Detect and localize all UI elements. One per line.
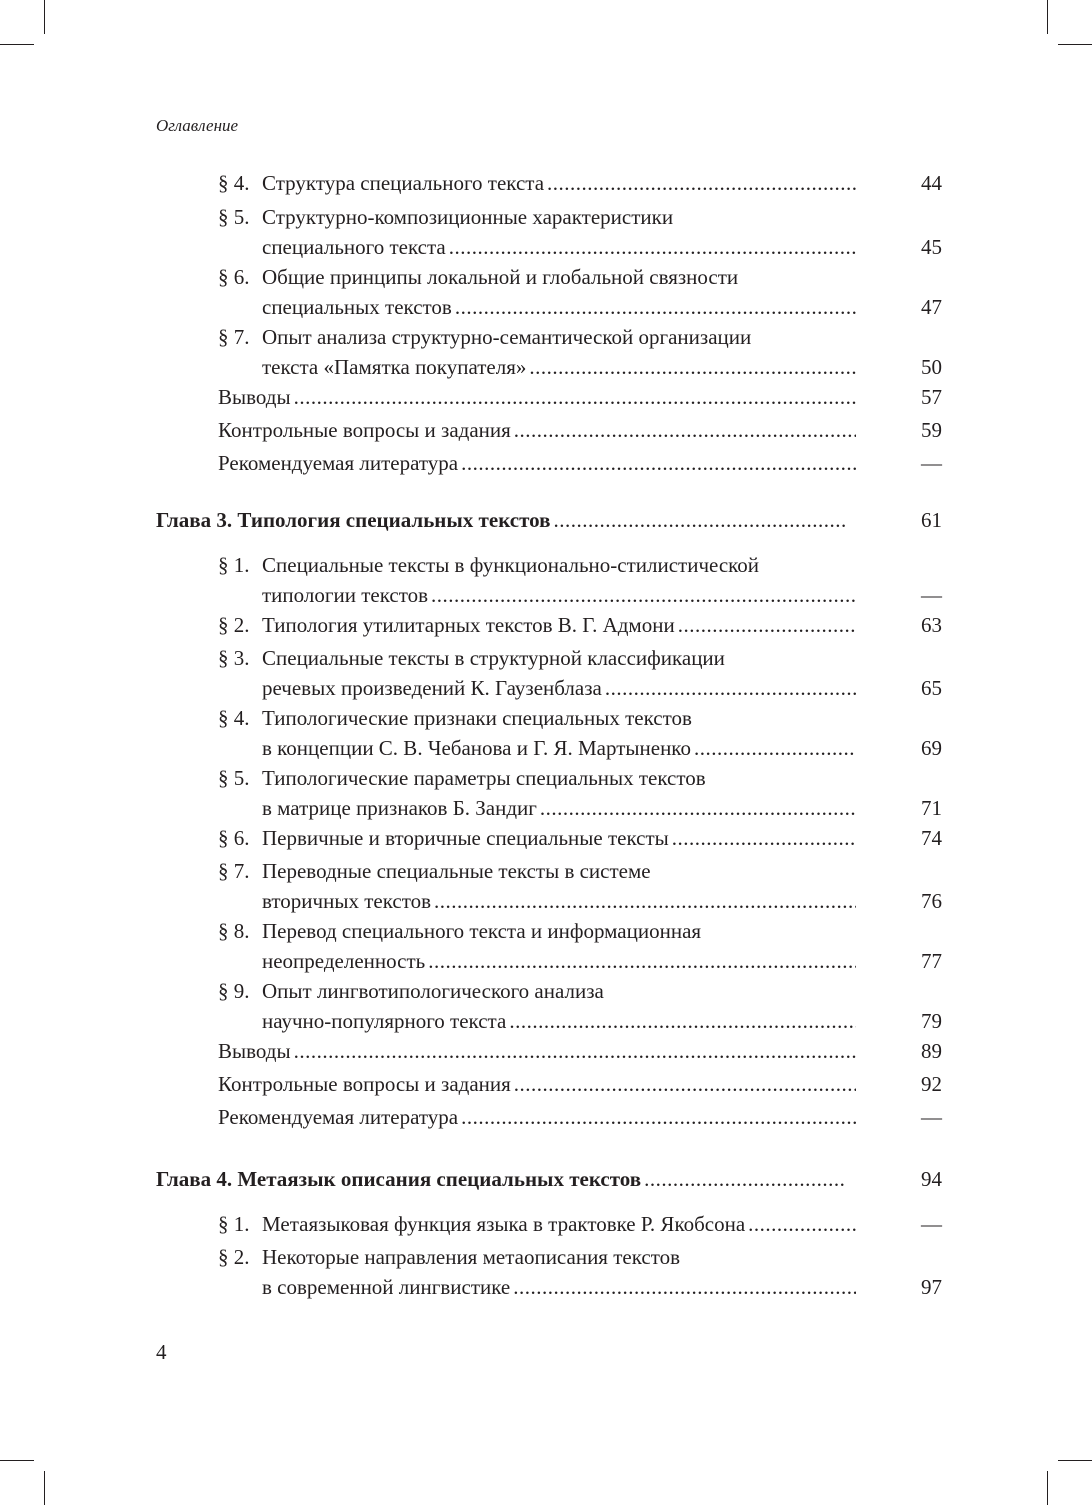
dot-leader [455,292,856,322]
entry-title: Типологические параметры специальных текстов [262,766,706,790]
entry-title: Рекомендуемая литература [218,1105,459,1129]
toc-entry [218,1069,942,1099]
section-number: § 4. [218,706,250,730]
toc-section-entry [218,916,942,976]
dot-leader [547,168,856,198]
entry-title: Метаязыковая функция языка в трактовке Р. Якобсона [262,1212,746,1236]
toc-section-entry [218,322,942,382]
dot-leader [694,733,856,763]
page-ref: 45 [921,235,942,259]
section-number: § 5. [218,205,250,229]
entry-title: специального текста [262,235,446,259]
section-number: § 9. [218,979,250,1003]
entry-title: Контрольные вопросы и задания [218,418,511,442]
entry-title: Типологические признаки специальных текстов [262,706,692,730]
toc-section-entry [218,823,942,853]
entry-title: научно-популярного текста [262,1009,507,1033]
running-header: Оглавление [156,116,239,135]
toc-section-entry [218,262,942,322]
dot-leader [294,1036,856,1066]
page-number: 4 [156,1340,167,1364]
page-ref: 71 [921,796,942,820]
dot-leader [428,946,856,976]
entry-title: Выводы [218,1039,291,1063]
toc-section-entry [218,856,942,916]
page-ref: — [921,583,942,607]
toc-chapter-entry [156,1164,942,1194]
dot-leader [514,415,856,445]
page-ref: 69 [921,736,942,760]
entry-title: Опыт лингвотипологического анализа [262,979,604,1003]
entry-title: в концепции С. В. Чебанова и Г. Я. Мартыненко [262,736,691,760]
dot-leader [748,1209,856,1239]
page-ref: 57 [921,385,942,409]
page-ref: 97 [921,1275,942,1299]
entry-title: Контрольные вопросы и задания [218,1072,511,1096]
section-number: § 6. [218,265,250,289]
entry-title: в матрице признаков Б. Зандиг [262,796,537,820]
entry-title: специальных текстов [262,295,452,319]
toc-entry [218,1102,942,1132]
dot-leader [644,1164,846,1194]
dot-leader [672,823,856,853]
entry-title: Типология утилитарных текстов В. Г. Адмони [262,613,675,637]
entry-title: речевых произведений К. Гаузенблаза [262,676,602,700]
page-ref: 76 [921,889,942,913]
section-number: § 1. [218,553,250,577]
dot-leader [461,448,856,478]
toc-section-entry [218,703,942,763]
dot-leader [294,382,856,412]
entry-title: Некоторые направления метаописания текстов [262,1245,681,1269]
entry-title: текста «Памятка покупателя» [262,355,527,379]
section-number: § 2. [218,613,250,637]
entry-title: Выводы [218,385,291,409]
toc-entry [218,415,942,445]
dot-leader [509,1006,856,1036]
section-number: § 7. [218,325,250,349]
toc-section-entry [218,202,942,262]
dot-leader [553,505,846,535]
dot-leader [529,352,856,382]
section-number: § 1. [218,1212,250,1236]
page-ref: 50 [921,355,942,379]
toc-section-entry [218,976,942,1036]
entry-title: в современной лингвистике [262,1275,511,1299]
entry-title: Опыт анализа структурно-семантической организации [262,325,752,349]
page-ref: 79 [921,1009,942,1033]
toc-section-entry [218,763,942,823]
section-number: § 5. [218,766,250,790]
page-ref: 59 [921,418,942,442]
page-ref: 47 [921,295,942,319]
section-number: § 6. [218,826,250,850]
page-ref: 44 [921,171,942,195]
dot-leader [513,1272,856,1302]
dot-leader [514,1069,856,1099]
section-number: § 3. [218,646,250,670]
entry-title: Переводные специальные тексты в системе [262,859,651,883]
dot-leader [431,580,856,610]
page-ref: 89 [921,1039,942,1063]
section-number: § 2. [218,1245,250,1269]
entry-title: Общие принципы локальной и глобальной связности [262,265,739,289]
toc-section-entry [218,610,942,640]
toc-section-entry [218,1242,942,1302]
page-ref: 77 [921,949,942,973]
toc-section-entry [218,168,942,198]
page-ref: 61 [921,508,942,532]
toc-entry [218,448,942,478]
page-ref: — [921,451,942,475]
entry-title: вторичных текстов [262,889,432,913]
page-ref: — [921,1105,942,1129]
entry-title: Специальные тексты в функционально-стилистической [262,553,760,577]
page-ref: 65 [921,676,942,700]
toc-section-entry [218,643,942,703]
entry-title: Перевод специального текста и информационная [262,919,702,943]
entry-title: неопределенность [262,949,426,973]
toc-section-entry [218,550,942,610]
dot-leader [461,1102,856,1132]
dot-leader [678,610,856,640]
dot-leader [434,886,856,916]
entry-title: Первичные и вторичные специальные тексты [262,826,669,850]
entry-title: Глава 3. Типология специальных текстов [156,508,551,532]
page-ref: 94 [921,1167,942,1191]
page-ref: — [921,1212,942,1236]
page-ref: 92 [921,1072,942,1096]
section-number: § 4. [218,171,250,195]
section-number: § 8. [218,919,250,943]
entry-title: Глава 4. Метаязык описания специальных текстов [156,1167,642,1191]
entry-title: Специальные тексты в структурной классификации [262,646,725,670]
dot-leader [540,793,856,823]
dot-leader [449,232,856,262]
toc-section-entry [218,1209,942,1239]
toc-entry [218,382,942,412]
entry-title: типологии текстов [262,583,429,607]
toc-entry [218,1036,942,1066]
page-ref: 63 [921,613,942,637]
section-number: § 7. [218,859,250,883]
entry-title: Рекомендуемая литература [218,451,459,475]
entry-title: Структура специального текста [262,171,545,195]
page-ref: 74 [921,826,942,850]
entry-title: Структурно-композиционные характеристики [262,205,674,229]
toc-chapter-entry [156,505,942,535]
dot-leader [605,673,856,703]
